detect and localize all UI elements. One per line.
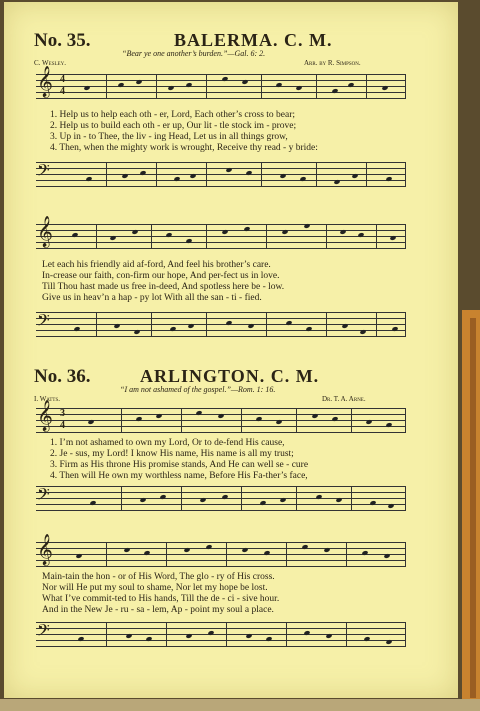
hymn-number: No. 36. — [34, 366, 91, 387]
lyric-line: 2. Help us to build each oth - er up, Our lit - tle stock im - prove; — [50, 121, 297, 131]
lyric-line: Nor will He put my soul to shame, Nor let my hope be lost. — [42, 583, 268, 593]
treble-clef-icon: 𝄞 — [37, 216, 53, 246]
lyric-line: 3. Up in - to Thee, the liv - ing Head, Let us in all things grow, — [50, 132, 288, 142]
time-signature-icon: 4 4 — [60, 74, 65, 97]
lyric-line: 4. Then will He own my worthless name, Before His Fa-ther’s face, — [50, 471, 308, 481]
time-signature-icon: 3 4 — [60, 408, 65, 431]
lyric-line: 3. Firm as His throne His promise stands, And He can well se - cure — [50, 460, 309, 470]
treble-staff — [36, 400, 406, 434]
bass-staff — [36, 486, 406, 512]
bass-staff-2 — [36, 312, 406, 338]
bass-clef-icon: 𝄢 — [37, 486, 50, 508]
hymn-title: ARLINGTON. C. M. — [140, 366, 320, 386]
hymn-title: BALERMA. C. M. — [174, 30, 333, 50]
hymnal-page — [4, 2, 458, 698]
treble-clef-icon: 𝄞 — [37, 400, 53, 430]
hymn-number: No. 35. — [34, 30, 91, 51]
arranger-credit: Dr. T. A. Arne. — [322, 395, 366, 403]
treble-clef-icon: 𝄞 — [37, 534, 53, 564]
verse-lines-a — [50, 438, 410, 482]
lyric-line: And in the New Je - ru - sa - lem, Ap - point my soul a place. — [42, 605, 274, 615]
author-credit: C. Wesley. — [34, 59, 66, 67]
arranger-credit: Arr. by R. Simpson. — [304, 59, 361, 67]
lyric-line: Let each his friendly aid af-ford, And feel his brother’s care. — [42, 260, 271, 270]
verse-lines-b — [42, 572, 402, 616]
scripture-reference: “Bear ye one another’s burden.”—Gal. 6: 2. — [122, 49, 266, 58]
lyric-line: 4. Then, when the mighty work is wrought, Receive thy read - y bride: — [50, 143, 318, 153]
lyric-line: Till Thou hast made us free in-deed, And spotless here be - low. — [42, 282, 285, 292]
treble-staff-2 — [36, 534, 406, 568]
lyric-line: In-crease our faith, con-firm our hope, And per-fect us in love. — [42, 271, 280, 281]
treble-staff-2 — [36, 216, 406, 250]
verse-lines-a — [50, 110, 410, 154]
scripture-reference: “I am not ashamed of the gospel.”—Rom. 1: 16. — [120, 385, 276, 394]
author-credit: I. Watts. — [34, 395, 61, 403]
bass-staff-2 — [36, 622, 406, 648]
lyric-line: 2. Je - sus, my Lord! I know His name, His name is all my trust; — [50, 449, 294, 459]
treble-clef-icon: 𝄞 — [37, 66, 53, 96]
page-edge-shadow — [470, 318, 476, 698]
bass-staff — [36, 162, 406, 188]
lyric-line: 1. Help us to help each oth - er, Lord, Each other’s cross to bear; — [50, 110, 296, 120]
lyric-line: 1. I’m not ashamed to own my Lord, Or to de-fend His cause, — [50, 438, 285, 448]
lyric-line: What I’ve commit-ted to His hands, Till the de - ci - sive hour. — [42, 594, 280, 604]
lyric-line: Give us in heav’n a hap - py lot With all the san - ti - fied. — [42, 293, 262, 303]
bass-clef-icon: 𝄢 — [37, 162, 50, 184]
lyric-line: Main-tain the hon - or of His Word, The glo - ry of His cross. — [42, 572, 275, 582]
bass-clef-icon: 𝄢 — [37, 622, 50, 644]
bass-clef-icon: 𝄢 — [37, 312, 50, 334]
scan-bottom-strip — [0, 699, 480, 711]
treble-staff — [36, 66, 406, 100]
verse-lines-b — [42, 260, 402, 304]
